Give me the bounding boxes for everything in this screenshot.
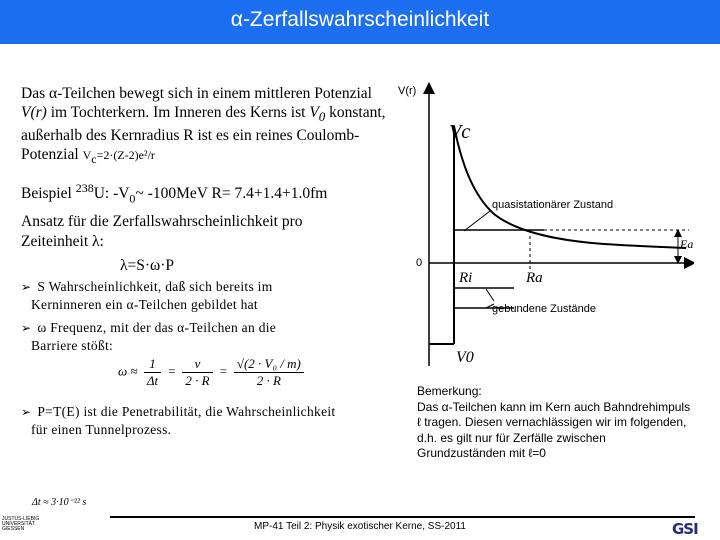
delta-t-formula: Δt ≈ 3·10⁻²² s — [32, 497, 87, 508]
bullet-p-line-2: für einen Tunnelprozess. — [31, 422, 172, 437]
example-text-1: U: -V — [93, 185, 130, 203]
footer-text: MP-41 Teil 2: Physik exotischer Kerne, SS-2011 — [254, 521, 466, 532]
example-label: Beispiel — [21, 185, 76, 203]
vc-label: Vc — [449, 121, 471, 143]
fraction-2 — [182, 356, 212, 389]
arrow-bullet-icon: ➢ — [21, 405, 32, 419]
arrow-bullet-icon: ➢ — [21, 280, 32, 294]
quasi-callout — [464, 211, 490, 231]
intro-v0: V — [309, 104, 319, 121]
fraction-3-num: √(2 · V₀ / m) — [234, 356, 304, 373]
gsi-logo: GSI — [672, 520, 698, 538]
bullet-p — [21, 403, 335, 439]
ansatz-line-1: Ansatz für die Zerfallswahrscheinlichkeit pro — [21, 213, 303, 230]
bullet-omega-line-2: Barriere stößt: — [31, 338, 114, 353]
university-logo-line-3: GIESSEN — [2, 526, 25, 532]
bullet-s — [21, 278, 273, 314]
fraction-1-den: Δt — [146, 373, 159, 388]
ansatz-line-2: Zeiteinheit λ: — [21, 233, 104, 250]
bullet-omega — [21, 319, 276, 355]
arrow-bullet-icon: ➢ — [21, 321, 32, 335]
bound-label: gebundene Zustände — [492, 303, 596, 315]
bullet-s-line-2: Kerninneren ein α-Teilchen gebildet hat — [31, 297, 258, 312]
fraction-2-den: 2 · R — [185, 373, 210, 388]
university-logo-line-1: JUSTUS-LIEBIG — [2, 516, 40, 522]
bullet-p-line-1: P=T(E) ist die Penetrabilität, die Wahrscheinlichkeit — [37, 404, 336, 419]
remark-box — [417, 384, 717, 462]
potential-diagram — [394, 76, 694, 372]
example-line — [21, 181, 327, 206]
remark-line-5: Grundzuständen mit ℓ=0 — [417, 446, 546, 460]
quasi-label: quasistationärer Zustand — [492, 199, 614, 211]
remark-line-4: d.h. es gilt nur für Zerfälle zwischen — [417, 430, 606, 445]
omega-formula — [118, 356, 307, 389]
university-logo-line-2: UNIVERSITÄT — [2, 521, 36, 527]
remark-line-1: Bemerkung: — [417, 384, 482, 398]
footer-divider — [110, 516, 695, 518]
remark-line-3: ℓ tragen. Diesen vernachlässigen wir im folgenden, — [417, 415, 687, 429]
ansatz-formula: λ=S·ω·P — [120, 257, 175, 274]
example-sub: 0 — [129, 191, 136, 206]
bound-callout-1 — [486, 289, 494, 301]
ra-label: Ra — [526, 270, 543, 286]
ri-label: Ri — [459, 270, 473, 286]
slide-title: α-Zerfallswahrscheinlichkeit — [230, 8, 490, 31]
intro-text-3: konstant, außerhalb des Kernradius R ist es ein reines Coulomb-Potenzial — [21, 104, 386, 164]
bullet-omega-line-1: ω Frequenz, mit der das α-Teilchen an die — [37, 320, 277, 335]
intro-vr: V(r) — [21, 104, 47, 121]
fraction-3-den: 2 · R — [256, 373, 281, 388]
title-bar — [0, 0, 720, 44]
fraction-1 — [144, 356, 161, 389]
intro-text-2: im Tochterkern. Im Inneren des Kerns ist — [46, 104, 310, 121]
y-axis-label: V(r) — [398, 85, 417, 97]
intro-v0-sub: 0 — [318, 109, 326, 125]
intro-text-1: Das α-Teilchen bewegt sich in einem mittleren Potenzial — [21, 85, 372, 102]
intro-vc-rest: =2·(Z-2)e²/r — [96, 148, 155, 163]
fraction-1-num: 1 — [144, 356, 161, 373]
omega-lhs: ω ≈ — [118, 363, 138, 379]
remark-line-2: Das α-Teilchen kann im Kern auch Bahndrehimpuls — [417, 399, 691, 414]
intro-vc: V — [82, 148, 92, 163]
intro-vc-sub: c — [91, 152, 97, 167]
example-text-2: ~ -100MeV R= 7.4+1.4+1.0fm — [135, 185, 328, 203]
bullet-s-line-1: S Wahrscheinlichkeit, daß sich bereits im — [37, 279, 273, 294]
fraction-2-num: v — [182, 356, 212, 373]
omega-eq-2: = — [218, 363, 228, 379]
intro-paragraph — [21, 84, 396, 169]
ea-label: Ea — [680, 237, 694, 251]
v0-label: V0 — [456, 349, 474, 366]
omega-eq-1: = — [167, 363, 177, 379]
fraction-3 — [234, 356, 304, 389]
example-sup: 238 — [75, 181, 94, 195]
zero-label: 0 — [416, 257, 423, 269]
